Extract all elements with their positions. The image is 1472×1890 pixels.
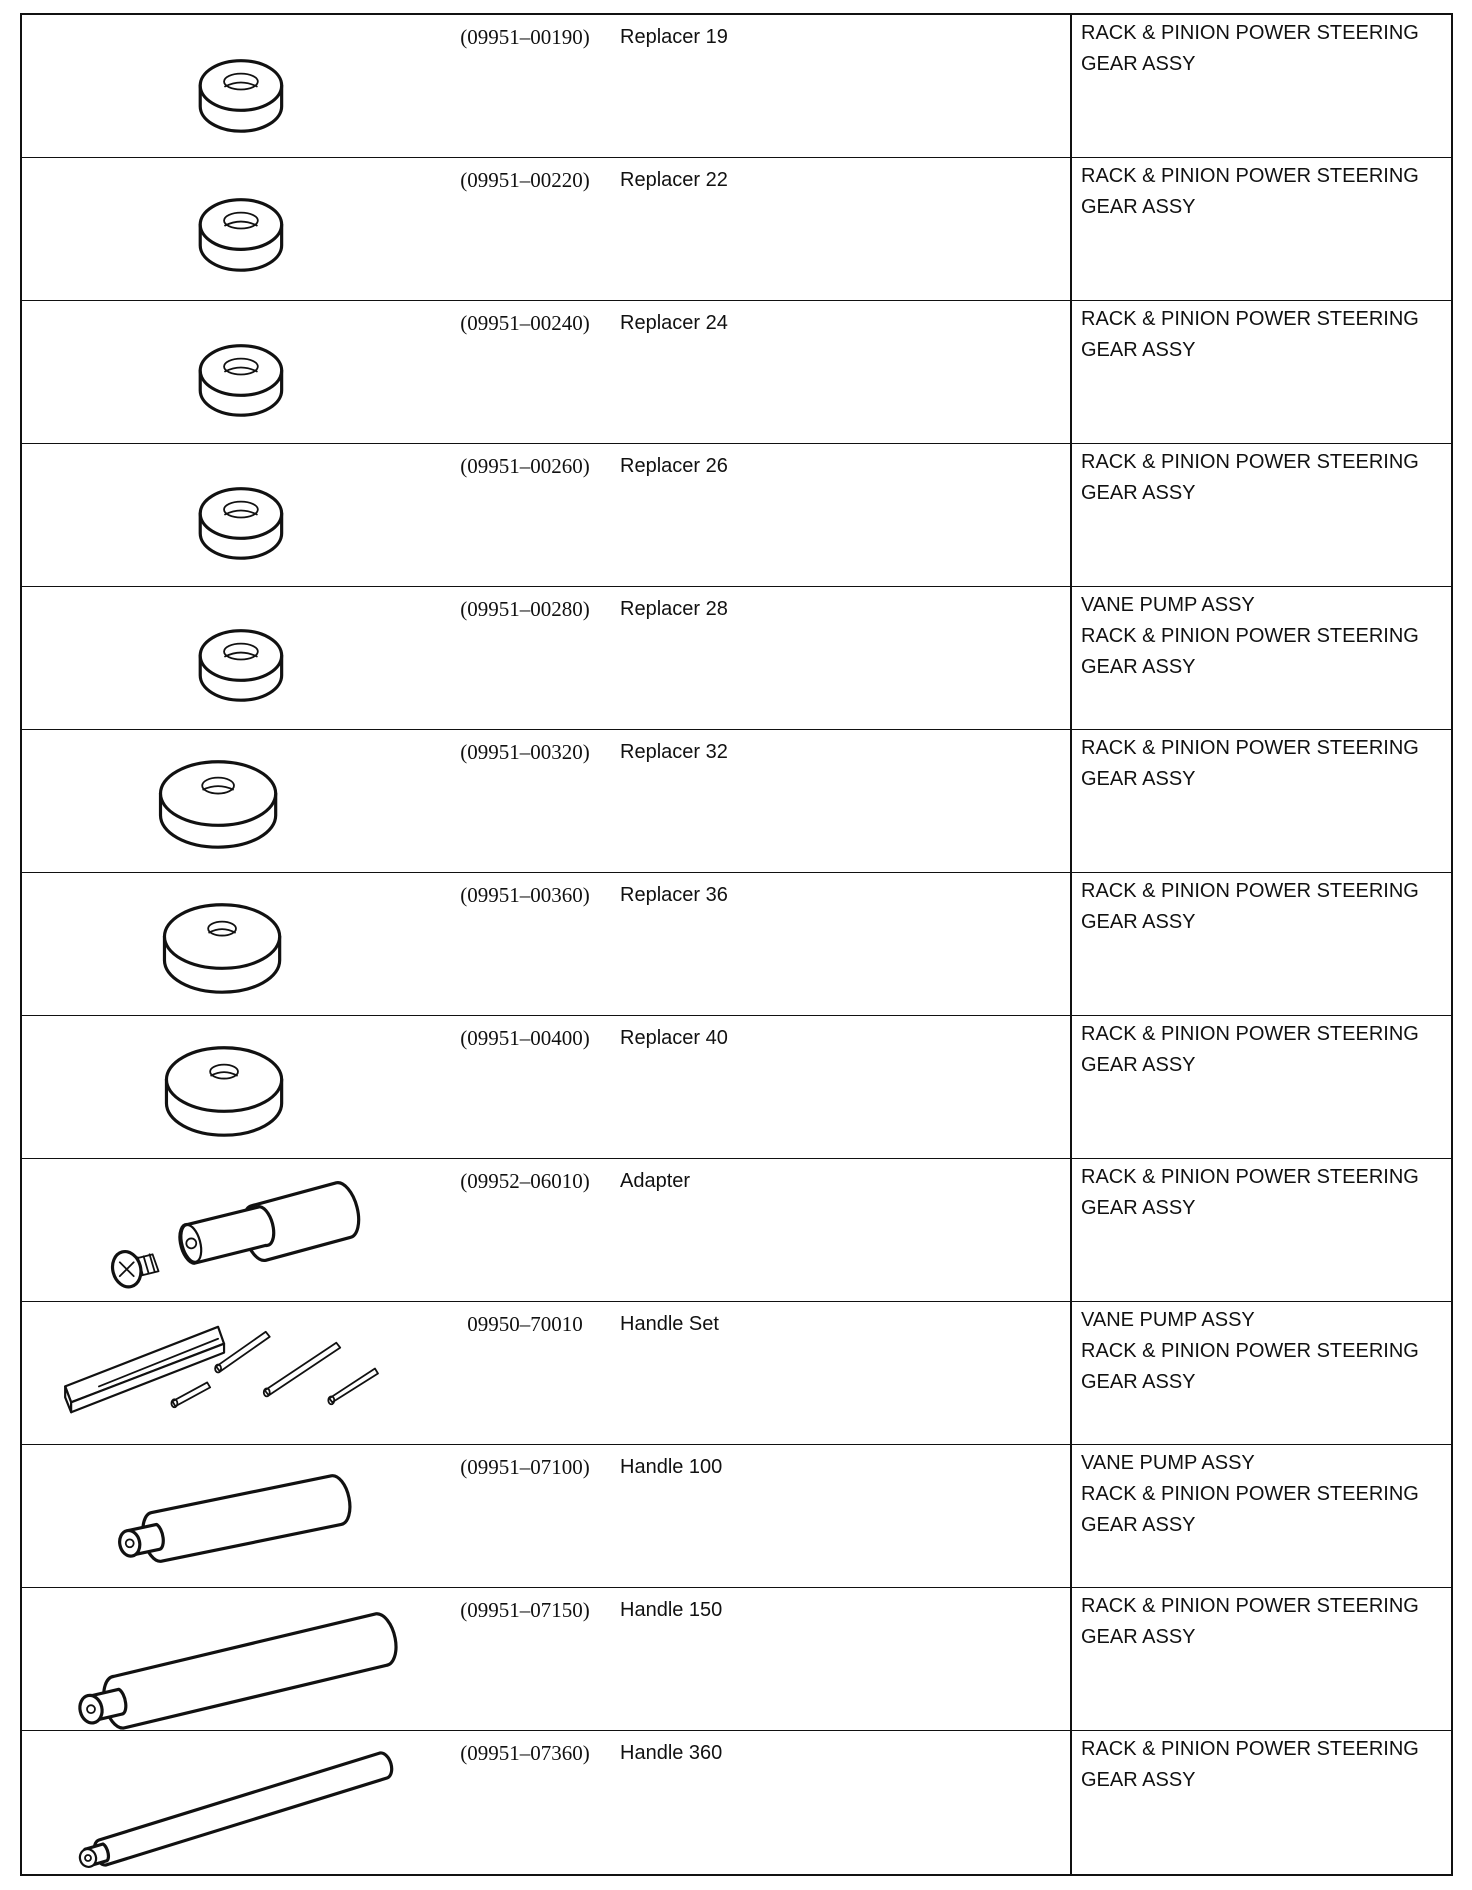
tool-name: Replacer 24 bbox=[620, 312, 728, 334]
usage-cell bbox=[1081, 1162, 1447, 1224]
replacer-ring-small-icon bbox=[22, 301, 442, 443]
usage-cell bbox=[1081, 1019, 1447, 1081]
usage-line: RACK & PINION POWER STEERING bbox=[1081, 22, 1419, 44]
tool-name: Handle 150 bbox=[620, 1599, 723, 1621]
table-row bbox=[22, 1445, 1451, 1588]
part-number: (09951–00260) bbox=[460, 454, 590, 478]
usage-line: VANE PUMP ASSY bbox=[1081, 1452, 1255, 1474]
tool-name: Replacer 22 bbox=[620, 169, 728, 191]
adapter-with-screw-icon bbox=[22, 1159, 442, 1301]
replacer-ring-small-icon bbox=[22, 587, 442, 729]
part-number: (09951–00360) bbox=[460, 883, 590, 907]
table-row bbox=[22, 15, 1451, 158]
table-row bbox=[22, 873, 1451, 1016]
usage-cell bbox=[1081, 590, 1447, 683]
usage-cell bbox=[1081, 876, 1447, 938]
replacer-ring-small-icon bbox=[22, 158, 442, 300]
usage-cell bbox=[1081, 1448, 1447, 1541]
usage-line: RACK & PINION POWER STEERING bbox=[1081, 1483, 1419, 1505]
table-row bbox=[22, 1731, 1451, 1874]
usage-line: RACK & PINION POWER STEERING bbox=[1081, 165, 1419, 187]
usage-line: RACK & PINION POWER STEERING bbox=[1081, 308, 1419, 330]
part-number: (09951–00320) bbox=[460, 740, 590, 764]
replacer-ring-large-icon bbox=[22, 730, 442, 872]
part-number: 09950–70010 bbox=[467, 1312, 583, 1336]
replacer-ring-large-icon bbox=[22, 873, 442, 1015]
usage-line: RACK & PINION POWER STEERING bbox=[1081, 1595, 1419, 1617]
part-number: (09951–07100) bbox=[460, 1455, 590, 1479]
part-number: (09951–00400) bbox=[460, 1026, 590, 1050]
usage-line: GEAR ASSY bbox=[1081, 1626, 1196, 1648]
sst-table bbox=[20, 13, 1453, 1876]
usage-cell bbox=[1081, 447, 1447, 509]
part-number: (09952–06010) bbox=[460, 1169, 590, 1193]
handle-long-icon bbox=[22, 1731, 442, 1874]
replacer-ring-large-icon bbox=[22, 1016, 442, 1158]
handle-set-icon bbox=[22, 1302, 442, 1444]
table-row bbox=[22, 587, 1451, 730]
handle-short-icon bbox=[22, 1445, 442, 1587]
table-row bbox=[22, 1159, 1451, 1302]
usage-cell bbox=[1081, 733, 1447, 795]
tool-name: Replacer 40 bbox=[620, 1027, 728, 1049]
tool-name: Replacer 32 bbox=[620, 741, 728, 763]
usage-line: RACK & PINION POWER STEERING bbox=[1081, 1738, 1419, 1760]
tool-name: Handle 360 bbox=[620, 1742, 723, 1764]
table-row bbox=[22, 1302, 1451, 1445]
table-row bbox=[22, 444, 1451, 587]
part-number: (09951–00280) bbox=[460, 597, 590, 621]
table-row bbox=[22, 1588, 1451, 1731]
table-row bbox=[22, 301, 1451, 444]
usage-line: GEAR ASSY bbox=[1081, 911, 1196, 933]
table-row bbox=[22, 1016, 1451, 1159]
usage-cell bbox=[1081, 1591, 1447, 1653]
part-number: (09951–00240) bbox=[460, 311, 590, 335]
usage-line: GEAR ASSY bbox=[1081, 1054, 1196, 1076]
tool-name: Handle Set bbox=[620, 1313, 719, 1335]
usage-line: VANE PUMP ASSY bbox=[1081, 1309, 1255, 1331]
tool-name: Handle 100 bbox=[620, 1456, 723, 1478]
usage-line: GEAR ASSY bbox=[1081, 1514, 1196, 1536]
usage-line: GEAR ASSY bbox=[1081, 1197, 1196, 1219]
usage-line: RACK & PINION POWER STEERING bbox=[1081, 451, 1419, 473]
usage-line: GEAR ASSY bbox=[1081, 53, 1196, 75]
usage-line: RACK & PINION POWER STEERING bbox=[1081, 737, 1419, 759]
usage-line: RACK & PINION POWER STEERING bbox=[1081, 880, 1419, 902]
replacer-ring-small-icon bbox=[22, 15, 442, 157]
table-row bbox=[22, 158, 1451, 301]
usage-line: GEAR ASSY bbox=[1081, 1371, 1196, 1393]
usage-line: VANE PUMP ASSY bbox=[1081, 594, 1255, 616]
usage-cell bbox=[1081, 1734, 1447, 1796]
handle-medium-icon bbox=[22, 1588, 442, 1730]
usage-line: RACK & PINION POWER STEERING bbox=[1081, 625, 1419, 647]
part-number: (09951–07150) bbox=[460, 1598, 590, 1622]
tool-name: Replacer 28 bbox=[620, 598, 728, 620]
usage-line: RACK & PINION POWER STEERING bbox=[1081, 1340, 1419, 1362]
usage-line: GEAR ASSY bbox=[1081, 482, 1196, 504]
tool-name: Replacer 19 bbox=[620, 26, 728, 48]
tool-name: Replacer 26 bbox=[620, 455, 728, 477]
usage-line: GEAR ASSY bbox=[1081, 656, 1196, 678]
usage-line: GEAR ASSY bbox=[1081, 339, 1196, 361]
table-row bbox=[22, 730, 1451, 873]
tool-name: Replacer 36 bbox=[620, 884, 728, 906]
usage-line: RACK & PINION POWER STEERING bbox=[1081, 1166, 1419, 1188]
part-number: (09951–00190) bbox=[460, 25, 590, 49]
usage-line: GEAR ASSY bbox=[1081, 768, 1196, 790]
usage-cell bbox=[1081, 18, 1447, 80]
usage-cell bbox=[1081, 161, 1447, 223]
replacer-ring-small-icon bbox=[22, 444, 442, 586]
usage-cell bbox=[1081, 304, 1447, 366]
usage-line: GEAR ASSY bbox=[1081, 1769, 1196, 1791]
part-number: (09951–07360) bbox=[460, 1741, 590, 1765]
part-number: (09951–00220) bbox=[460, 168, 590, 192]
tool-name: Adapter bbox=[620, 1170, 691, 1192]
usage-line: RACK & PINION POWER STEERING bbox=[1081, 1023, 1419, 1045]
usage-cell bbox=[1081, 1305, 1447, 1398]
usage-line: GEAR ASSY bbox=[1081, 196, 1196, 218]
